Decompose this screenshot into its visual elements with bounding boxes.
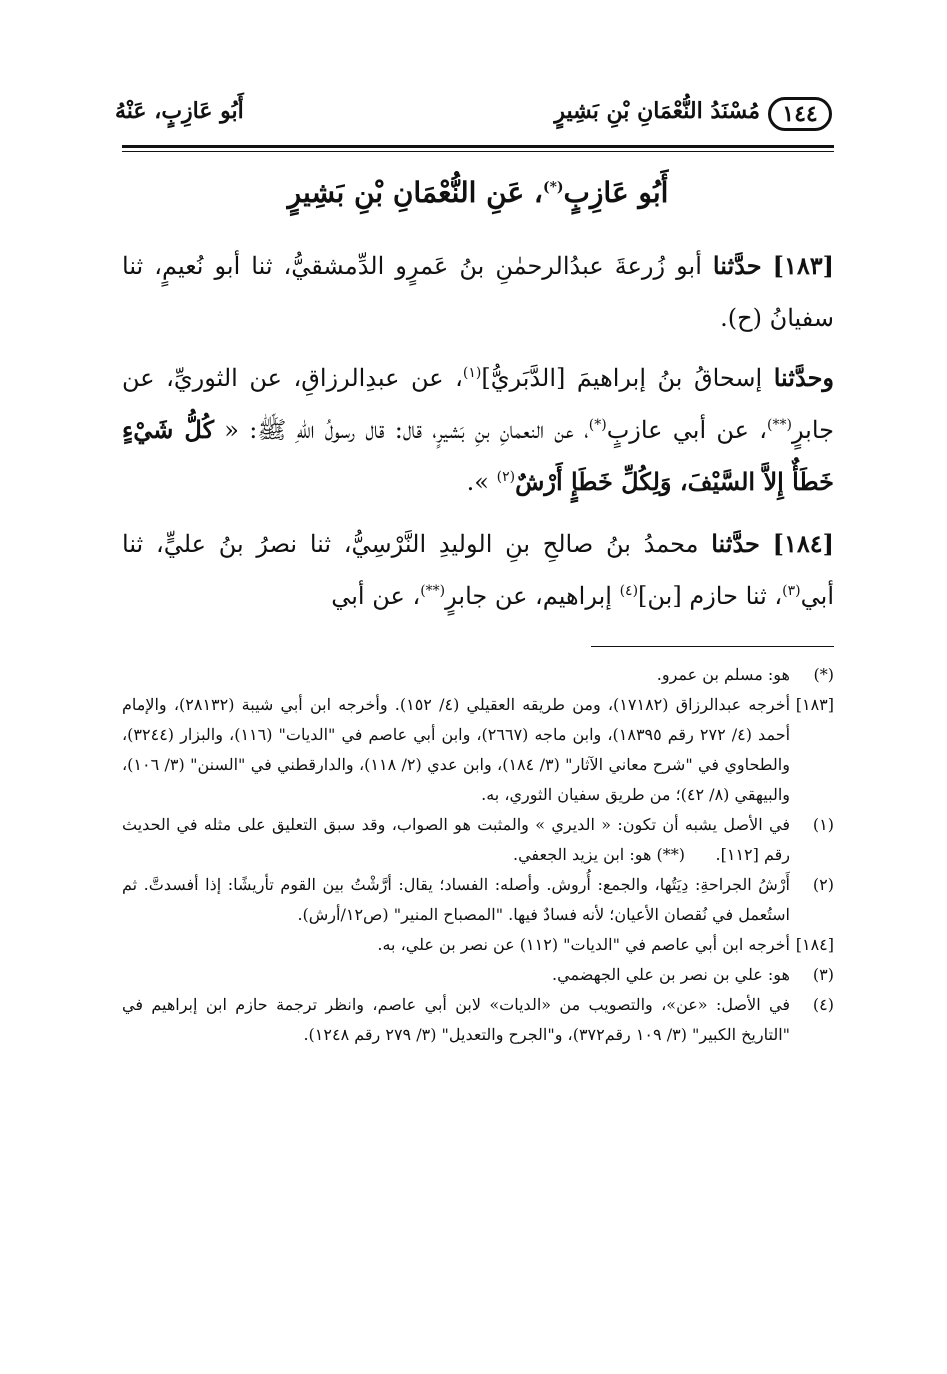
footnote-text: أخرجه عبدالرزاق (١٧١٨٢)، ومن طريقه العقيلي (٤/ ١٥٢). وأخرجه ابن أبي شيبة (٢٨١٣٢)، والإمام أحمد (٤/ ٢٧٢ رقم ١٨٣٩٥)، وابن ماجه (٢٦٦٧)، وابن أبي عاصم في "الديات" (١١٦)، والبزار (٣٢٤٤)، والطحاوي في "شرح معاني الآثار" (٣/ ١٨٤)، وابن عدي (٢/ ١١٨)، والدارقطني في "السنن" (٣/ ١٠٦)، والبيهقي (٨/ ٤٢)؛ من طريق سفيان الثوري، به. <box>122 695 791 804</box>
page-number: ١٤٤ <box>782 101 818 127</box>
footnote-mark: (*) <box>813 665 834 684</box>
header-rule-thin <box>122 151 834 152</box>
hadith-184 <box>122 518 834 622</box>
header-rule-thick <box>122 145 834 148</box>
footnote-mark: (١) <box>812 815 834 834</box>
footnote-ref: (٢) <box>496 469 516 485</box>
page-number-badge <box>768 97 832 131</box>
hadith-lead: حدَّثنا <box>711 529 760 558</box>
chapter-heading <box>122 176 834 209</box>
prophetic-quote: كُلُّ شَيْءٍ خَطَأٌ إِلاَّ السَّيْفَ، وَلِكُلِّ خَطَإٍ أَرْشٌ <box>122 415 834 496</box>
hadith-text-2: ، ثنا حازم [بن] <box>638 582 783 610</box>
hadith-text-3: إبراهيم، عن جابرٍ <box>445 582 620 610</box>
hadith-number: [١٨٣] <box>772 251 834 280</box>
hadith-text-1: محمدُ بنُ صالحِ بنِ الوليدِ النَّرْسِيُّ، ثنا نصرُ بنُ عليٍّ، ثنا أبي <box>122 530 834 610</box>
footnote-ref: (**) <box>420 583 446 599</box>
footnote-body <box>122 810 790 870</box>
footnote-mark: (٢) <box>812 875 834 894</box>
footnote <box>122 810 834 870</box>
footnote <box>122 660 834 690</box>
footnote-ref: (٤) <box>619 583 639 599</box>
footnote-text: في الأصل يشبه أن تكون: « الديري » والمثبت هو الصواب، وقد سبق التعليق على مثله في الحديث رقم [١١٢]. <box>122 815 790 864</box>
chapter-title-rest: ، عَنِ النُّعْمَانِ بْنِ بَشِيرٍ <box>287 176 543 209</box>
hadith-183 <box>122 240 834 344</box>
footnote-ref: (٣) <box>782 583 801 599</box>
footnote-text: أَرْشُ الجراحةِ: دِيَتُها، والجمع: أُروش. وأصله: الفساد؛ يقال: أرَّشْتُ بين القوم تأريشًا: إذا أفسدتَّ. ثم استُعمل في نُقصان الأعيان؛ لأنه فسادٌ فيها. "المصباح المنير" (ص١٢/أرش). <box>122 875 790 924</box>
quote-close: ». <box>466 468 489 496</box>
hadith-number: [١٨٤] <box>772 529 834 558</box>
hadith-text: أبو زُرعةَ عبدُالرحمٰنِ بنُ عَمرٍو الدِّمشقيُّ، ثنا أبو نُعيمٍ، ثنا سفيانُ (ح). <box>122 252 834 332</box>
quote-open: « <box>224 416 239 444</box>
footnote-ref: (**) <box>767 417 792 433</box>
running-title: مُسْنَدُ النُّعْمَانِ بْنِ بَشِيرٍ <box>554 98 760 124</box>
footnote <box>122 870 834 930</box>
footnote-text: في الأصل: «عن»، والتصويب من «الديات» لابن أبي عاصم، وانظر ترجمة حازم ابن إبراهيم في "التاريخ الكبير" (٣/ ١٠٩ رقم٣٧٢)، و"الجرح والتعديل" (٣/ ٢٧٩ رقم ١٢٤٨). <box>122 995 790 1044</box>
hadith-text-4: ، عن النعمانِ بنِ بَشيرٍ، قال: قال رسولُ اللهِ ﷺ: <box>249 416 589 444</box>
hadith-183-chain-2 <box>122 352 834 508</box>
hadith-text-3: ، عن أبي عازبٍ <box>606 416 767 444</box>
hadith-lead: حدَّثنا <box>712 251 762 280</box>
chapter-marker: (*) <box>542 179 564 196</box>
footnote-text: هو: مسلم بن عمرو. <box>656 665 790 684</box>
hadith-text-1: إسحاقُ بنُ إبراهيمَ [الدَّبَريُّ] <box>481 364 763 392</box>
hadith-lead: وحدَّثنا <box>773 363 834 392</box>
footnote-extra-mark: (**) <box>656 845 686 864</box>
footnote <box>122 930 834 960</box>
footnote-mark: [١٨٣] <box>795 695 834 714</box>
footnote-ref: (*) <box>588 417 607 433</box>
hadith-text-2: ، عن عبدِالرزاقِ، عن الثوريِّ، عن جابرٍ <box>122 364 835 444</box>
footnote-text: أخرجه ابن أبي عاصم في "الديات" (١١٢) عن نصر بن علي، به. <box>377 935 790 954</box>
footnote-text: هو: علي بن نصر بن علي الجهضمي. <box>552 965 790 984</box>
running-section-title: أَبُو عَازِبٍ، عَنْهُ <box>115 98 244 124</box>
hadith-text-4: ، عن أبي <box>331 582 421 610</box>
footnote-mark: (٤) <box>812 995 834 1014</box>
footnotes <box>122 660 834 1050</box>
footnote-ref: (١) <box>462 365 482 381</box>
chapter-title: أَبُو عَازِبٍ <box>563 176 669 209</box>
footnote <box>122 990 834 1050</box>
footnote <box>122 960 834 990</box>
footnote-mark: (٣) <box>812 965 834 984</box>
footnote-separator <box>591 646 834 647</box>
footnote <box>122 690 834 810</box>
footnote-mark: [١٨٤] <box>795 935 834 954</box>
footnote-extra-text: هو: ابن يزيد الجعفي. <box>512 845 652 864</box>
